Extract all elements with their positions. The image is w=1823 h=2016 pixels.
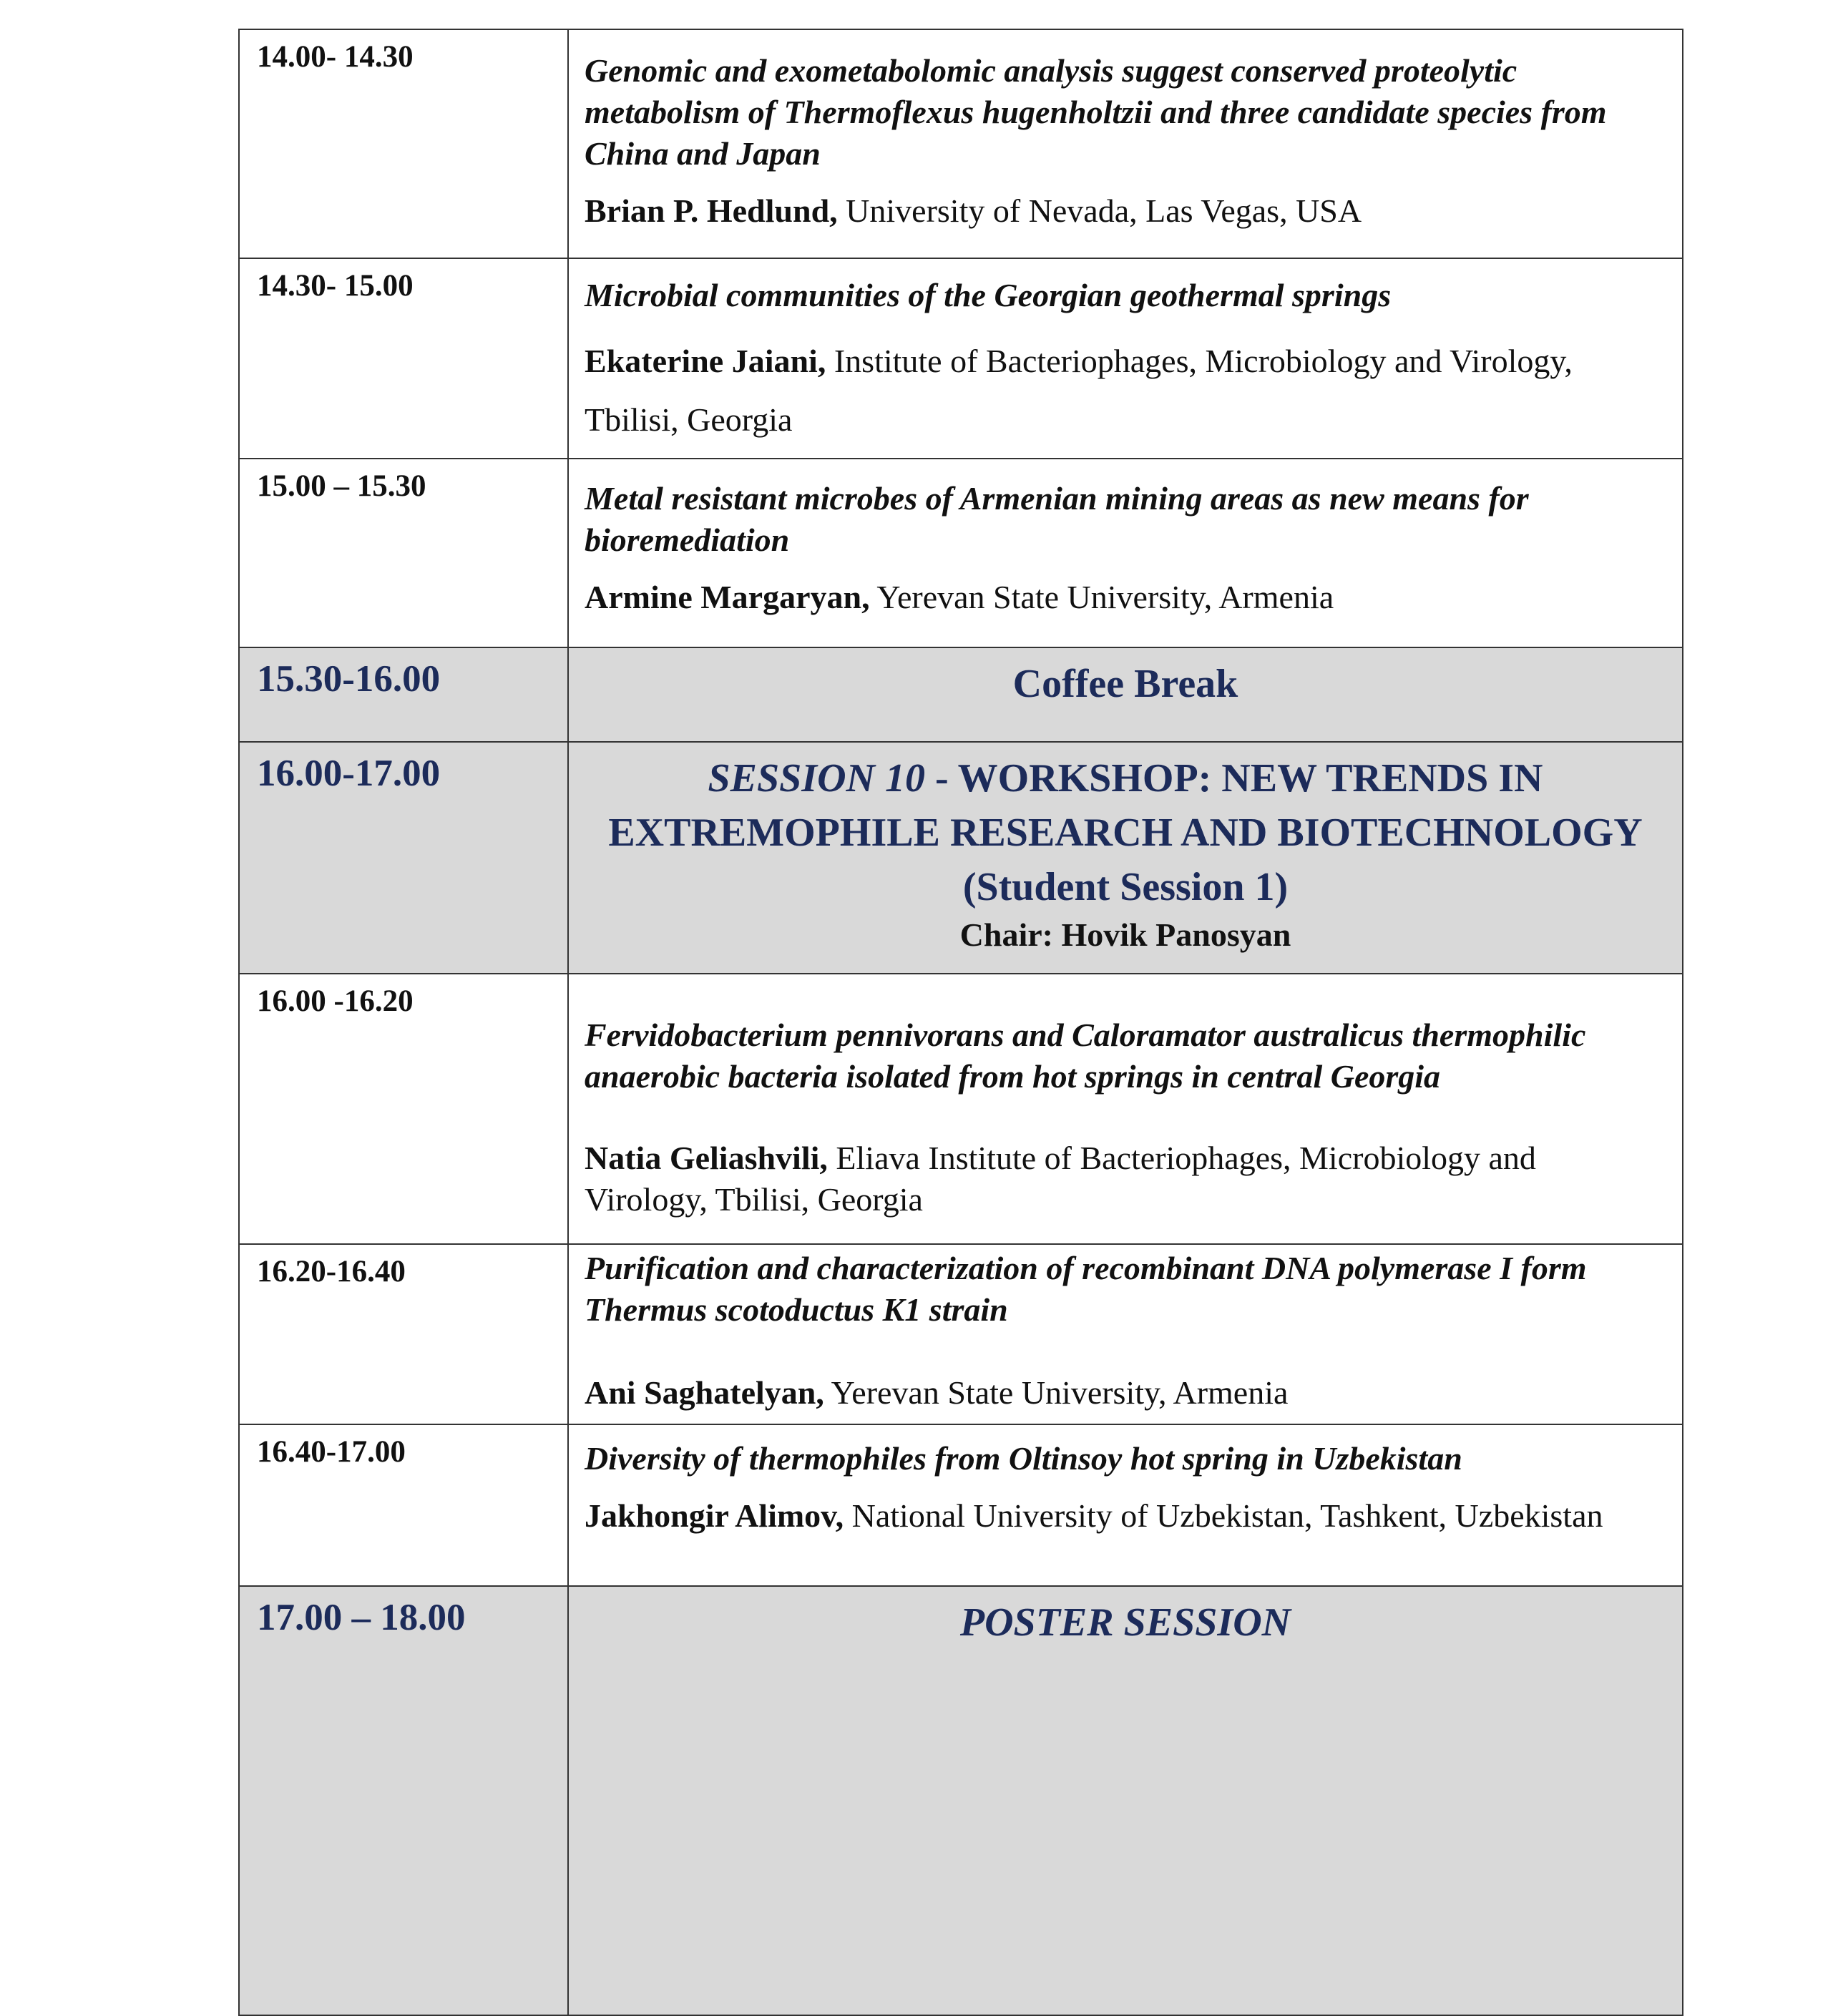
time-cell: [239, 1424, 568, 1586]
talk-cell: [568, 974, 1683, 1244]
time-label: 16.00-17.00: [257, 753, 441, 794]
time-cell: [239, 974, 568, 1244]
time-cell: [239, 459, 568, 647]
schedule-row: [239, 974, 1683, 1244]
poster-heading: POSTER SESSION: [959, 1600, 1291, 1645]
time-cell: [239, 29, 568, 258]
speaker-name: Armine Margaryan,: [585, 579, 870, 615]
schedule-row: [239, 459, 1683, 647]
speaker-affiliation: University of Nevada, Las Vegas, USA: [846, 192, 1362, 229]
break-cell: [568, 647, 1683, 742]
talk-title: Metal resistant microbes of Armenian mining areas as new means for bioremediation: [585, 480, 1529, 558]
schedule-table: [238, 29, 1683, 2016]
talk-title: Microbial communities of the Georgian geothermal springs: [585, 277, 1392, 313]
time-label: 17.00 – 18.00: [257, 1597, 466, 1638]
talk-speaker: [585, 332, 1666, 449]
talk-cell: [568, 459, 1683, 647]
time-label: 15.30-16.00: [257, 658, 441, 700]
talk-cell: [568, 1244, 1683, 1424]
speaker-name: Brian P. Hedlund,: [585, 192, 838, 229]
schedule-row: [239, 258, 1683, 459]
time-label: 15.00 – 15.30: [257, 469, 426, 503]
schedule-row: [239, 1424, 1683, 1586]
talk-title: Diversity of thermophiles from Oltinsoy hot spring in Uzbekistan: [585, 1440, 1462, 1477]
session-title: - WORKSHOP: NEW TRENDS IN EXTREMOPHILE RESEARCH AND BIOTECHNOLOGY: [608, 756, 1643, 855]
time-label: 16.20-16.40: [257, 1255, 406, 1288]
speaker-name: Ekaterine Jaiani,: [585, 343, 826, 379]
time-cell: [239, 1586, 568, 2015]
speaker-affiliation: Eliava Institute of Bacteriophages, Microbiology and Virology, Tbilisi, Georgia: [585, 1140, 1536, 1218]
schedule-row: [239, 647, 1683, 742]
talk-speaker: [585, 1495, 1666, 1537]
schedule-row: [239, 29, 1683, 258]
talk-title: Fervidobacterium pennivorans and Caloramator australicus thermophilic anaerobic bacteria isolated from hot springs in central Georgia: [585, 1017, 1586, 1095]
speaker-affiliation: National University of Uzbekistan, Tashkent, Uzbekistan: [851, 1497, 1603, 1534]
session-subtitle: (Student Session 1): [962, 865, 1289, 909]
speaker-name: Natia Geliashvili,: [585, 1140, 828, 1176]
speaker-affiliation: Yerevan State University, Armenia: [831, 1374, 1289, 1411]
break-heading: Coffee Break: [1012, 662, 1238, 706]
talk-speaker: [585, 1137, 1666, 1220]
speaker-affiliation: Institute of Bacteriophages, Microbiology and Virology, Tbilisi, Georgia: [585, 343, 1573, 438]
talk-speaker: [585, 190, 1666, 232]
schedule-row: [239, 1244, 1683, 1424]
talk-speaker: [585, 577, 1666, 618]
speaker-name: Ani Saghatelyan,: [585, 1374, 824, 1411]
session-heading: [585, 751, 1666, 860]
session-label: SESSION 10: [708, 756, 925, 801]
session-chair: Chair: Hovik Panosyan: [959, 916, 1291, 953]
schedule-row: [239, 742, 1683, 974]
time-cell: [239, 1244, 568, 1424]
schedule-row: [239, 1586, 1683, 2015]
speaker-name: Jakhongir Alimov,: [585, 1497, 844, 1534]
time-label: 14.30- 15.00: [257, 269, 414, 303]
time-label: 16.00 -16.20: [257, 984, 414, 1018]
speaker-affiliation: Yerevan State University, Armenia: [876, 579, 1334, 615]
talk-cell: [568, 1424, 1683, 1586]
time-label: 14.00- 14.30: [257, 40, 414, 74]
time-label: 16.40-17.00: [257, 1435, 406, 1469]
session-cell: [568, 742, 1683, 974]
talk-title: Genomic and exometabolomic analysis suggest conserved proteolytic metabolism of Thermoflexus hugenholtzii and three candidate species from China and Japan: [585, 52, 1607, 172]
time-cell: [239, 742, 568, 974]
poster-cell: [568, 1586, 1683, 2015]
talk-cell: [568, 258, 1683, 459]
talk-cell: [568, 29, 1683, 258]
time-cell: [239, 258, 568, 459]
talk-speaker: [585, 1372, 1666, 1414]
talk-title: Purification and characterization of recombinant DNA polymerase I form Thermus scotoductus K1 strain: [585, 1250, 1587, 1328]
time-cell: [239, 647, 568, 742]
